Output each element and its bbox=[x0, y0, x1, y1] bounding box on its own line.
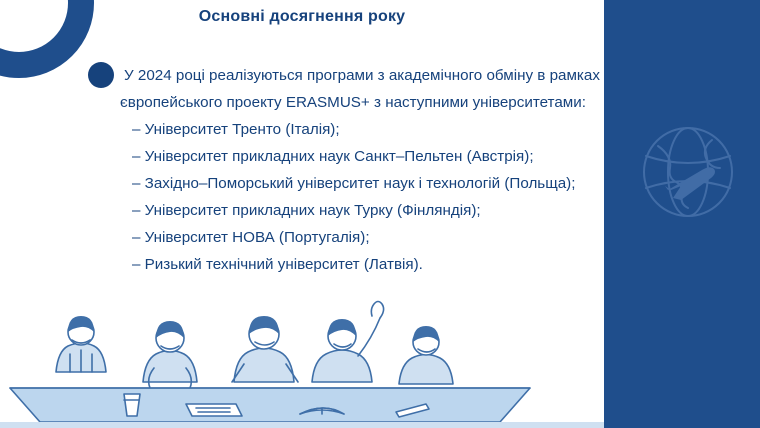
bullet-dot-icon bbox=[88, 62, 114, 88]
list-item: – Університет Тренто (Італія); bbox=[132, 121, 340, 138]
page-title: Основні досягнення року bbox=[198, 8, 406, 25]
list-item: – Західно–Поморський університет наук і технологій (Польща); bbox=[132, 175, 576, 192]
globe-plane-icon bbox=[628, 112, 748, 232]
body-intro: У 2024 році реалізуються програми з академічного обміну в рамках європейського проекту ERASMUS+ з наступними університетами: bbox=[120, 67, 600, 111]
list-item: – Університет прикладних наук Турку (Фінляндія); bbox=[132, 202, 481, 219]
list-item: – Університет прикладних наук Санкт–Пельтен (Австрія); bbox=[132, 148, 534, 165]
list-item: – Університет НОВА (Португалія); bbox=[132, 229, 370, 246]
list-item: – Ризький технічний університет (Латвія). bbox=[132, 256, 423, 273]
body-text bbox=[120, 62, 624, 278]
